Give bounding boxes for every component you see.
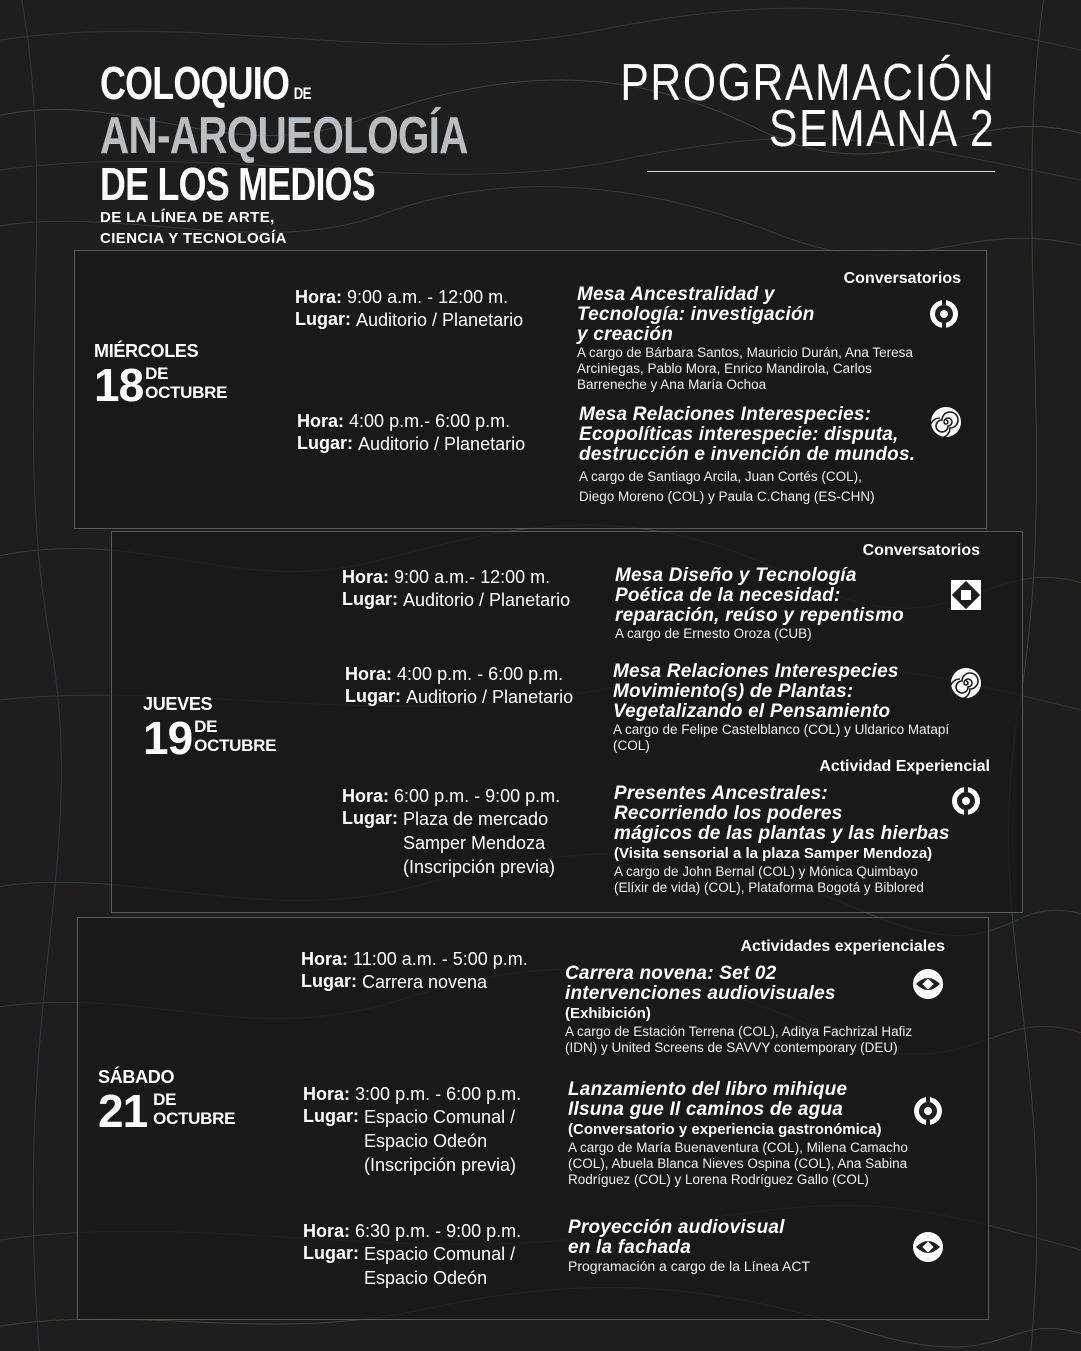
event-note: (Visita sensorial a la plaza Samper Mendoza) — [614, 845, 933, 862]
event-time-place — [345, 663, 573, 709]
lugar-label: Lugar: — [303, 1243, 359, 1263]
event-time-place — [342, 566, 570, 612]
weekday: SÁBADO — [98, 1067, 175, 1087]
day-month: OCTUBRE — [145, 383, 228, 402]
day-month: OCTUBRE — [153, 1109, 236, 1128]
day-de: DE — [153, 1090, 177, 1109]
event-title: Presentes Ancestrales: Recorriendo los poderes mágicos de las plantas y las hierbas — [614, 783, 950, 844]
event-lugar: Espacio Odeón — [364, 1131, 488, 1151]
event-block — [577, 285, 913, 393]
event-credits: A cargo de Felipe Castelblanco (COL) y Uldarico Matapí (COL) — [613, 722, 950, 753]
hora-label: Hora: — [301, 949, 349, 969]
eye-glyph-icon — [912, 968, 944, 1000]
event-hora: 6:00 p.m. - 9:00 p.m. — [394, 786, 561, 806]
event-title: Mesa Diseño y Tecnología Poética de la necesidad: reparación, reúso y repentismo — [615, 565, 904, 626]
day-number: 21 — [98, 1085, 148, 1137]
event-hora: 11:00 a.m. - 5:00 p.m. — [353, 949, 528, 969]
event-block — [568, 1218, 810, 1274]
weekday: MIÉRCOLES — [94, 341, 199, 361]
event-credits: A cargo de María Buenaventura (COL), Milena Camacho (COL), Abuela Blanca Nieves Ospina (COL), Ana Sabina Rodríguez (COL) y Lorena Rodríguez Gallo (COL) — [568, 1140, 908, 1187]
hora-label: Hora: — [342, 567, 390, 587]
event-lugar: Auditorio / Planetario — [358, 434, 526, 454]
day-de: DE — [145, 364, 169, 383]
day-month: OCTUBRE — [194, 736, 277, 755]
event-hora: 3:00 p.m. - 6:00 p.m. — [355, 1084, 522, 1104]
event-hora: 9:00 a.m. - 12:00 m. — [347, 287, 509, 307]
day-label-jueves — [143, 694, 277, 764]
weekday: JUEVES — [143, 694, 213, 714]
event-title: Mesa Ancestralidad y Tecnología: investigación y creación — [577, 284, 815, 345]
event-lugar: Espacio Comunal / — [364, 1244, 516, 1264]
event-title: Carrera novena: Set 02 intervenciones audiovisuales — [565, 963, 836, 1004]
event-lugar: Plaza de mercado — [403, 809, 549, 829]
program-line-2: SEMANA 2 — [768, 100, 995, 158]
event-note: (Conversatorio y experiencia gastronómica) — [568, 1121, 882, 1138]
event-credits: A cargo de John Bernal (COL) y Mónica Quimbayo (Elíxir de vida) (COL), Plataforma Bogotá y Biblored — [614, 864, 924, 895]
event-title: Proyección audiovisual en la fachada — [568, 1217, 785, 1258]
event-lugar: Carrera novena — [362, 972, 488, 992]
category-label: Actividades experienciales — [740, 938, 945, 955]
category-label: Conversatorios — [843, 270, 961, 287]
day-label-sabado — [98, 1067, 236, 1137]
event-block — [568, 1080, 908, 1188]
event-lugar: Samper Mendoza — [403, 833, 546, 853]
event-block — [614, 784, 950, 896]
header-rule — [647, 171, 995, 172]
event-time-place — [303, 1220, 521, 1290]
round-glyph-icon — [950, 785, 982, 817]
event-block — [579, 405, 915, 507]
lugar-label: Lugar: — [303, 1106, 359, 1126]
event-title: Lanzamiento del libro mihique Ilsuna gue Il caminos de agua — [568, 1079, 848, 1120]
event-block — [613, 662, 949, 754]
day-label-miercoles — [94, 341, 228, 411]
program-heading — [619, 54, 995, 158]
event-lugar: (Inscripción previa) — [403, 857, 556, 877]
event-time-place — [303, 1083, 521, 1177]
event-lugar: Auditorio / Planetario — [403, 590, 571, 610]
title-coloquio: COLOQUIO DE — [100, 57, 311, 109]
event-lugar: Espacio Comunal / — [364, 1107, 516, 1127]
lugar-label: Lugar: — [297, 433, 353, 453]
spiral-icon — [950, 667, 982, 699]
event-hora: 6:30 p.m. - 9:00 p.m. — [355, 1221, 522, 1241]
event-time-place — [301, 948, 528, 994]
hora-label: Hora: — [297, 411, 345, 431]
event-hora: 4:00 p.m. - 6:00 p.m. — [397, 664, 564, 684]
event-credits: A cargo de Santiago Arcila, Juan Cortés (COL), Diego Moreno (COL) y Paula C.Chang (ES-CHN) — [579, 469, 875, 504]
title-an-arqueologia: AN-ARQUEOLOGÍA — [100, 107, 468, 165]
event-hora: 9:00 a.m.- 12:00 m. — [394, 567, 551, 587]
lugar-label: Lugar: — [301, 971, 357, 991]
day-number: 18 — [94, 359, 144, 411]
event-credits: A cargo de Bárbara Santos, Mauricio Durán, Ana Teresa Arciniegas, Pablo Mora, Enrico Mandirola, Carlos Barreneche y Ana María Ochoa — [577, 345, 913, 392]
title-de-small: DE — [293, 84, 311, 103]
event-time-place — [297, 410, 525, 456]
event-time-place — [342, 785, 560, 879]
event-credits: A cargo de Ernesto Oroza (CUB) — [615, 626, 812, 641]
lugar-label: Lugar: — [342, 589, 398, 609]
eye-glyph-icon — [912, 1231, 944, 1263]
event-lugar: (Inscripción previa) — [364, 1155, 517, 1175]
subtitle — [100, 207, 287, 249]
day-de: DE — [194, 717, 218, 736]
hora-label: Hora: — [303, 1084, 351, 1104]
event-block — [565, 964, 912, 1056]
lugar-label: Lugar: — [342, 808, 398, 828]
event-credits: Programación a cargo de la Línea ACT — [568, 1258, 811, 1274]
event-title: Mesa Relaciones Interespecies Movimiento(s) de Plantas: Vegetalizando el Pensamiento — [613, 661, 899, 722]
hora-label: Hora: — [295, 287, 343, 307]
event-note: (Exhibición) — [565, 1005, 651, 1022]
lugar-label: Lugar: — [295, 309, 351, 329]
hora-label: Hora: — [303, 1221, 351, 1241]
round-glyph-icon — [928, 298, 960, 330]
title-de-los-medios: DE LOS MEDIOS — [100, 158, 375, 210]
event-hora: 4:00 p.m.- 6:00 p.m. — [349, 411, 511, 431]
day-number: 19 — [143, 712, 193, 764]
event-block — [615, 566, 904, 642]
category-label: Conversatorios — [862, 542, 980, 559]
spiral-icon — [930, 406, 962, 438]
hora-label: Hora: — [345, 664, 393, 684]
event-time-place — [295, 286, 523, 332]
program-line-1: PROGRAMACIÓN — [619, 54, 995, 112]
event-lugar: Espacio Odeón — [364, 1268, 488, 1288]
subtitle-line-2: CIENCIA Y TECNOLOGÍA — [100, 230, 287, 247]
event-credits: A cargo de Estación Terrena (COL), Aditya Fachrizal Hafiz (IDN) y United Screens de SAVVY contemporary (DEU) — [565, 1024, 913, 1055]
event-lugar: Auditorio / Planetario — [356, 310, 524, 330]
lugar-label: Lugar: — [345, 686, 401, 706]
category-label-2: Actividad Experiencial — [819, 758, 990, 775]
event-title: Mesa Relaciones Interespecies: Ecopolíticas interespecie: disputa, destrucción e invención de mundos. — [579, 404, 916, 465]
subtitle-line-1: DE LA LÍNEA DE ARTE, — [100, 209, 275, 226]
event-lugar: Auditorio / Planetario — [406, 687, 574, 707]
square-glyph-icon — [950, 579, 982, 611]
hora-label: Hora: — [342, 786, 390, 806]
round-glyph-icon — [912, 1095, 944, 1127]
